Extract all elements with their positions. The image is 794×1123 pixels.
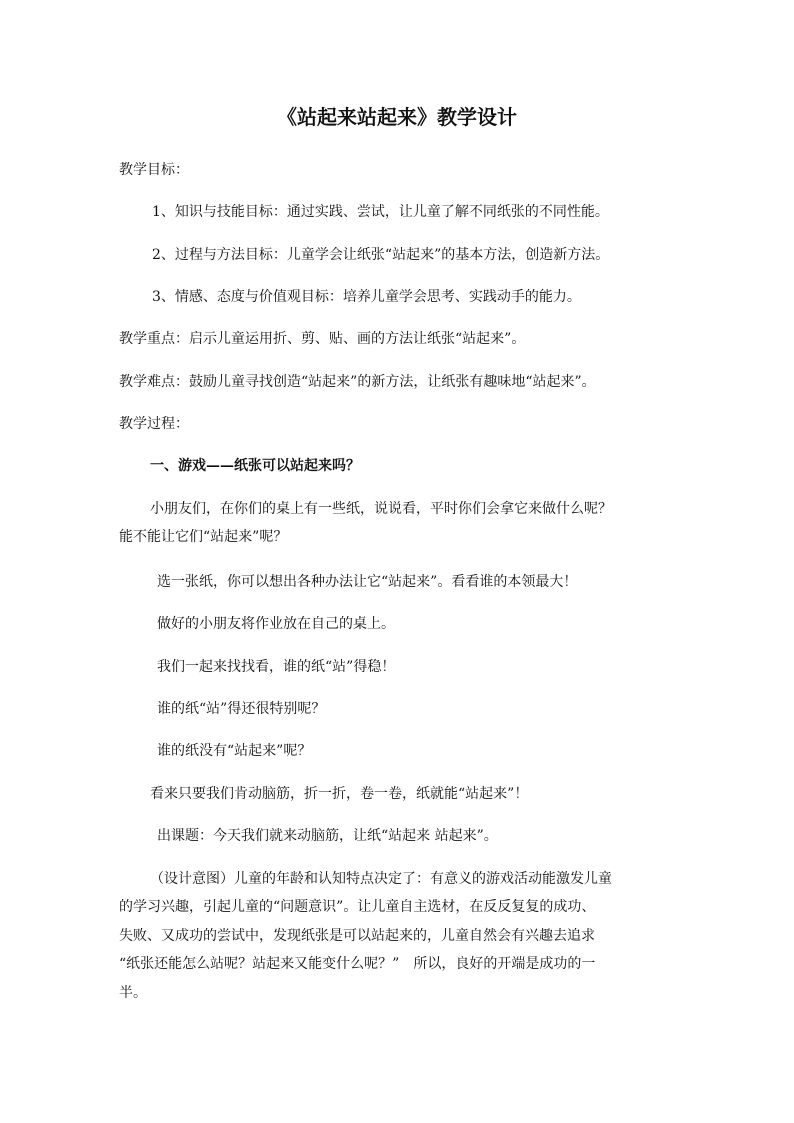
design-intent-line: 半。 xyxy=(119,985,147,1001)
objectives-label: 教学目标： xyxy=(119,162,189,178)
step-line: 谁的纸没有“站起来”呢？ xyxy=(157,743,312,759)
section-heading: 一、游戏——纸张可以站起来吗？ xyxy=(150,458,360,474)
step-line: 做好的小朋友将作业放在自己的桌上。 xyxy=(157,616,395,632)
design-intent-line: “纸张还能怎么站呢？站起来又能变什么呢？” 所以，良好的开端是成功的一 xyxy=(119,956,596,972)
paragraph-line: 能不能让它们“站起来”呢？ xyxy=(119,529,288,545)
page-title: 《站起来站起来》教学设计 xyxy=(277,105,517,129)
design-intent-line: 失败、又成功的尝试中，发现纸张是可以站起来的，儿童自然会有兴趣去追求 xyxy=(119,928,595,944)
key-point-text: 教学重点：启示儿童运用折、剪、贴、画的方法让纸张“站起来”。 xyxy=(119,331,526,347)
design-intent-line: （设计意图）儿童的年龄和认知特点决定了：有意义的游戏活动能激发儿童 xyxy=(150,871,612,887)
step-line: 看来只要我们肯动脑筋，折一折，卷一卷，纸就能“站起来”！ xyxy=(150,786,529,802)
step-line: 我们一起来找找看，谁的纸“站”得稳！ xyxy=(157,659,396,675)
paragraph-line: 小朋友们，在你们的桌上有一些纸，说说看，平时你们会拿它来做什么呢？ xyxy=(150,501,612,517)
process-label: 教学过程： xyxy=(119,416,189,432)
objective-item: 1、知识与技能目标：通过实践、尝试，让儿童了解不同纸张的不同性能。 xyxy=(152,204,609,220)
objective-item: 2、过程与方法目标：儿童学会让纸张“站起来”的基本方法，创造新方法。 xyxy=(152,247,610,263)
step-line: 选一张纸，你可以想出各种办法让它“站起来”。看看谁的本领最大！ xyxy=(157,574,578,590)
step-line: 出课题：今天我们就来动脑筋，让纸“站起来 站起来”。 xyxy=(157,828,498,844)
design-intent-line: 的学习兴趣，引起儿童的“问题意识”。让儿童自主选材，在反反复复的成功、 xyxy=(119,899,596,915)
step-line: 谁的纸“站”得还很特别呢？ xyxy=(157,701,326,717)
difficulty-text: 教学难点：鼓励儿童寻找创造“站起来”的新方法，让纸张有趣味地“站起来”。 xyxy=(119,374,596,390)
objective-item: 3、情感、态度与价值观目标：培养儿童学会思考、实践动手的能力。 xyxy=(152,289,581,305)
